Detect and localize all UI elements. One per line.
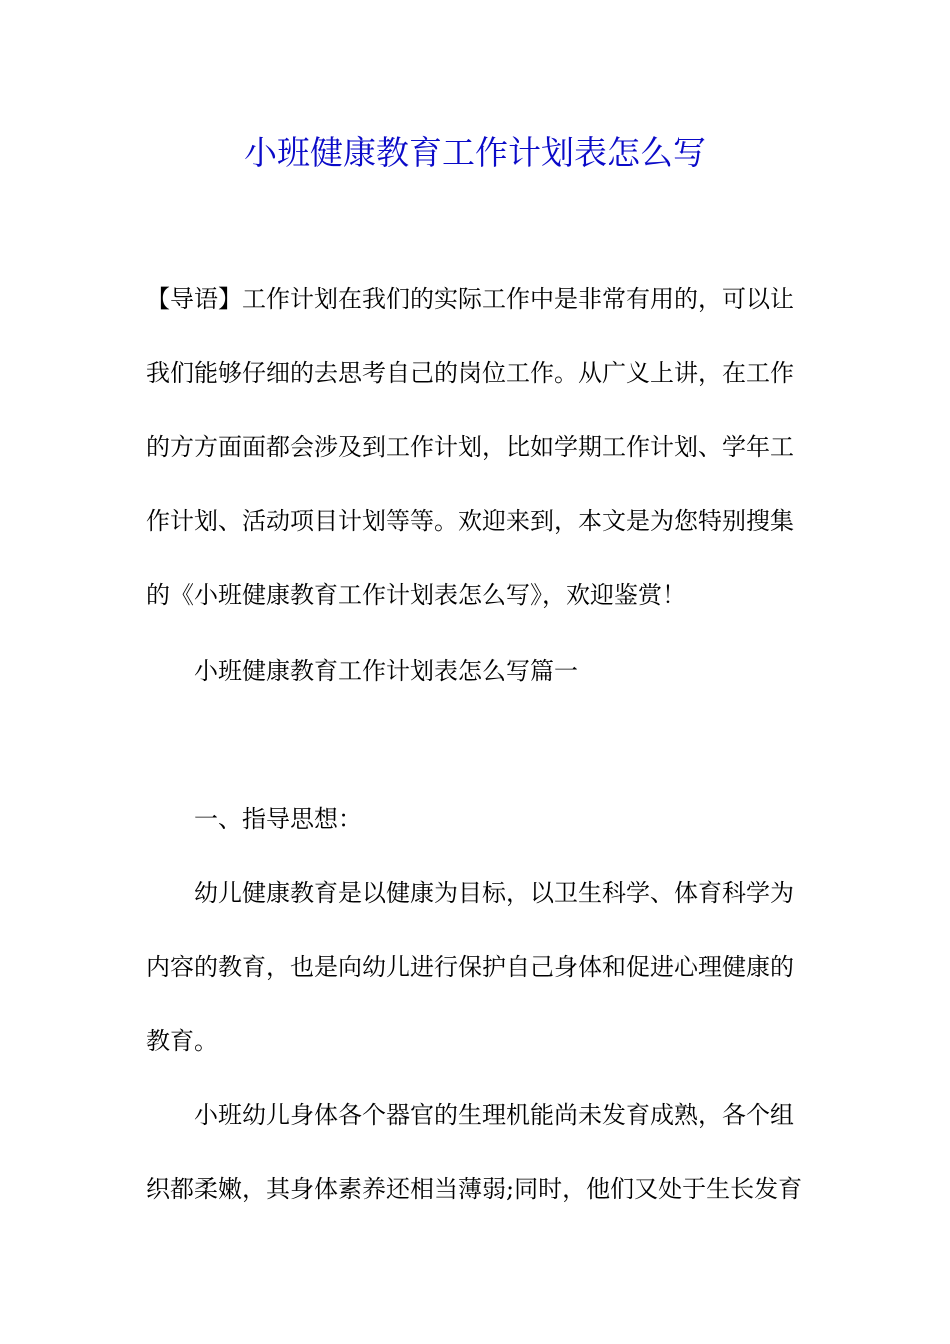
- body-paragraph-2: [146, 1078, 806, 1226]
- body-line: 内容的教育，也是向幼儿进行保护自己身体和促进心理健康的: [146, 953, 794, 981]
- document-title: 小班健康教育工作计划表怎么写: [244, 133, 706, 172]
- intro-paragraph: [146, 262, 806, 632]
- body-line: 织都柔嫩，其身体素养还相当薄弱;同时，他们又处于生长发育: [146, 1175, 803, 1203]
- body-paragraph-1: [146, 856, 806, 1078]
- body-line: 幼儿健康教育是以健康为目标，以卫生科学、体育科学为: [194, 879, 794, 907]
- section-heading: 一、指导思想：: [194, 805, 362, 833]
- intro-line: 的《小班健康教育工作计划表怎么写》，欢迎鉴赏！: [146, 581, 686, 609]
- subtitle: 小班健康教育工作计划表怎么写篇一: [194, 657, 578, 685]
- intro-line: 的方方面面都会涉及到工作计划，比如学期工作计划、学年工: [146, 433, 794, 461]
- section-heading-paragraph: [146, 782, 806, 856]
- intro-line: 我们能够仔细的去思考自己的岗位工作。从广义上讲，在工作: [146, 359, 794, 387]
- intro-line: 【导语】工作计划在我们的实际工作中是非常有用的，可以让: [146, 285, 794, 313]
- body-line: 小班幼儿身体各个器官的生理机能尚未发育成熟，各个组: [194, 1101, 794, 1129]
- intro-line: 作计划、活动项目计划等等。欢迎来到，本文是为您特别搜集: [146, 507, 794, 535]
- body-line: 教育。: [146, 1027, 218, 1055]
- subtitle-paragraph: [146, 634, 806, 708]
